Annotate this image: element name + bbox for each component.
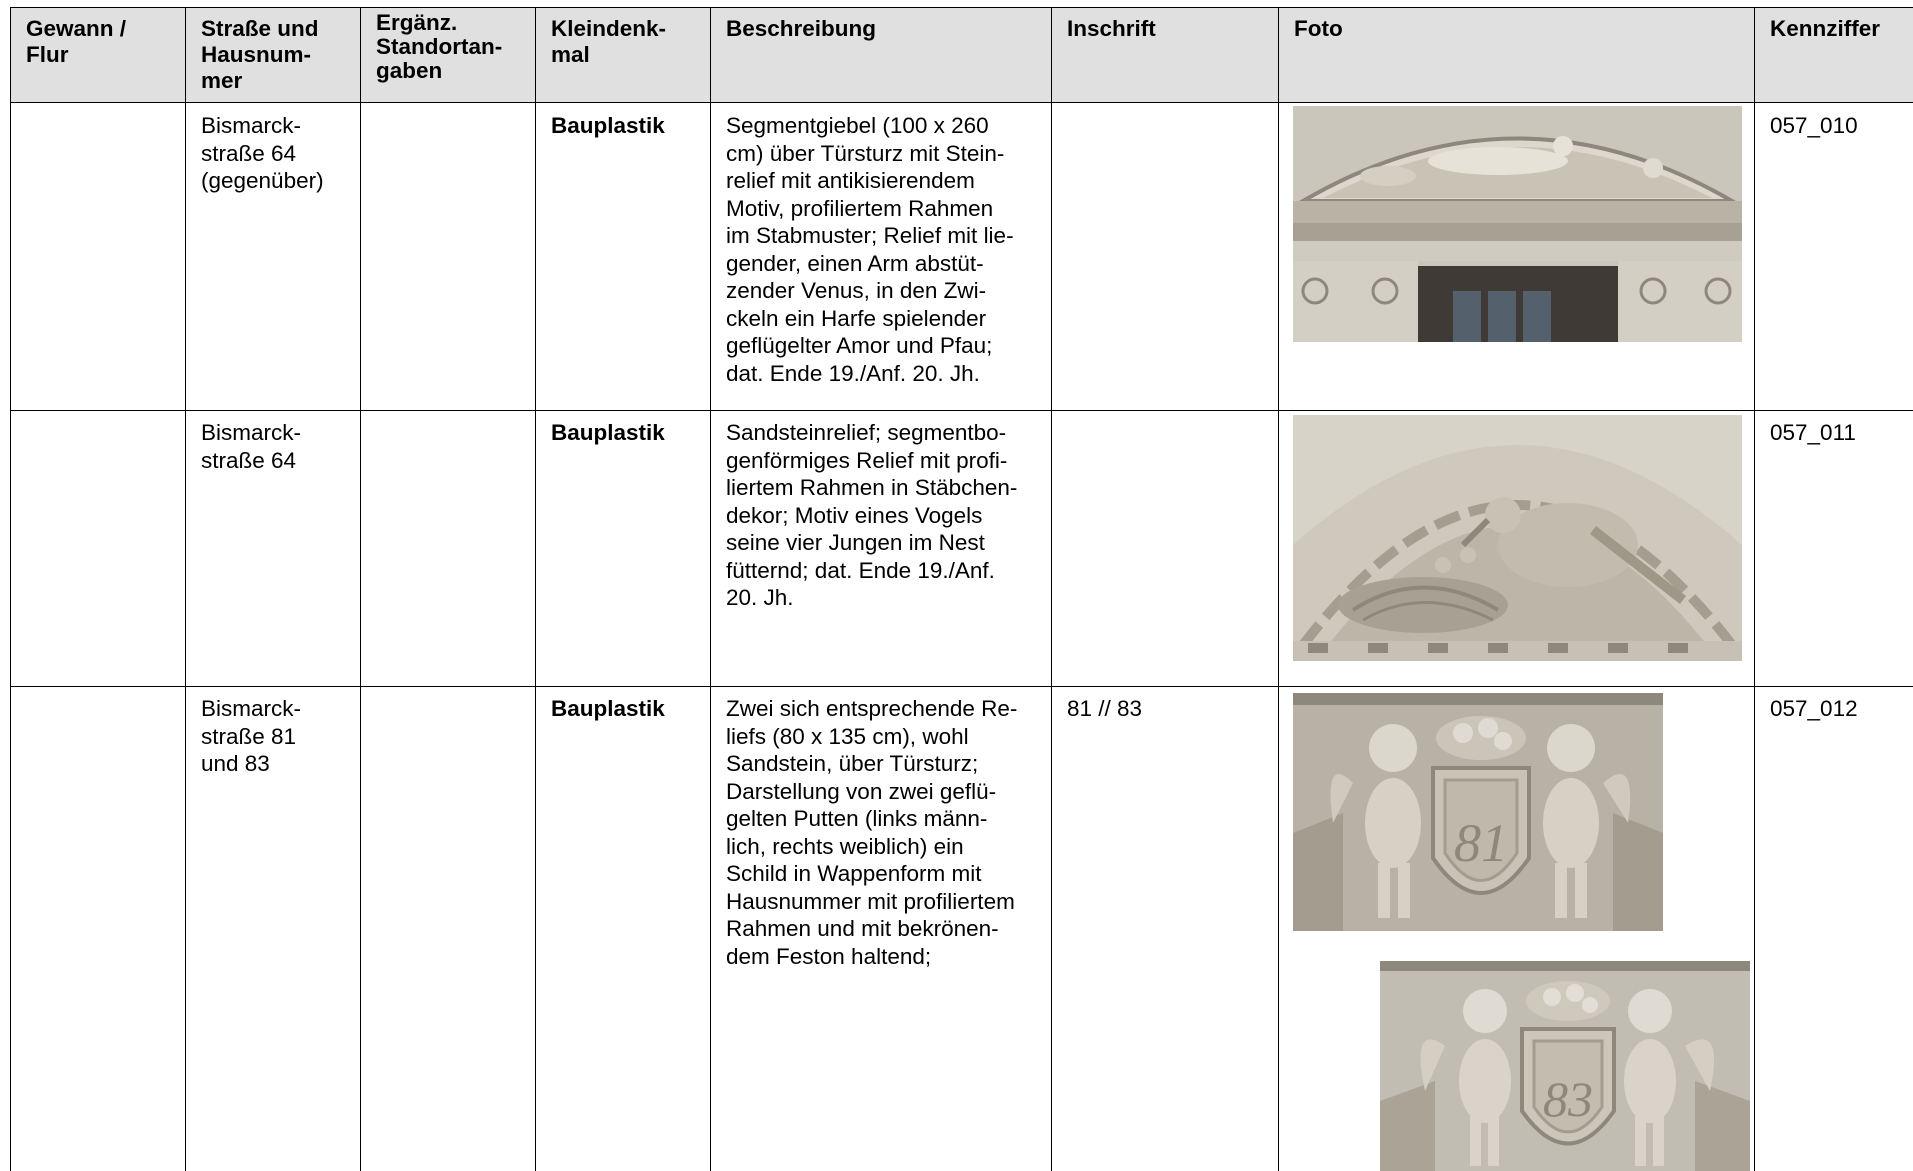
column-divider [535,8,536,1171]
cell-standort [361,687,535,695]
cell-kennziffer: 057_010 [1770,113,1858,138]
cell-gewann [11,104,185,112]
cell-kennziffer: 057_012 [1770,696,1858,721]
segmental-pediment-relief-photo [1293,106,1742,352]
shield-number-81: 81 [1454,813,1508,873]
cell-gewann [11,687,185,695]
column-divider [1278,8,1279,1171]
header-gewann: Gewann / Flur [26,16,127,67]
cell-gewann [11,411,185,419]
table-row [11,104,1913,411]
cell-beschreibung: Sandsteinrelief; segmentbo- genförmiges Relief mit profi- liertem Rahmen in Stäbchen- dekor; Motiv eines Vogels seine vier Jungen im Nest fütternd; dat. Ende 19./Anf. 20. Jh. [726,420,1018,610]
cell-standort [361,411,535,419]
header-kleindenkmal: Kleindenk- mal [551,16,667,67]
header-beschreibung: Beschreibung [726,16,877,41]
cell-beschreibung: Segmentgiebel (100 x 260 cm) über Türsturz mit Stein- relief mit antikisierendem Motiv, profiliertem Rahmen im Stabmuster; Relief mit lie- gender, einen Arm abstüt- zender Venus, in den Zwi- ckeln ein Harfe spielender geflügelter Amor und Pfau; dat. Ende 19./Anf. 20. Jh. [726,113,1014,386]
monument-table [10,7,1913,1171]
cell-kleindenkmal: Bauplastik [551,113,665,138]
cell-strasse: Bismarck- straße 81 und 83 [201,696,301,776]
cell-beschreibung: Zwei sich entsprechende Re- liefs (80 x 135 cm), wohl Sandstein, über Türsturz; Darstellung von zwei geflü- gelten Putten (links männ- lich, rechts weiblich) ein Schild in Wappenform mit Hausnummer mit profiliertem Rahmen und mit bekrönen- dem Feston haltend; [726,696,1018,969]
cell-inschrift: 81 // 83 [1067,696,1143,721]
cell-strasse: Bismarck- straße 64 (gegenüber) [201,113,324,193]
cell-strasse: Bismarck- straße 64 [201,420,301,473]
cell-kennziffer: 057_011 [1770,420,1856,445]
column-divider [360,8,361,1171]
putti-coat-of-arms-relief-photo [1293,693,1663,931]
table-row [11,687,1913,1171]
cell-standort [361,104,535,112]
column-divider [1051,8,1052,1171]
column-divider [1754,8,1755,1171]
header-standort: Ergänz. Standortan- gaben [376,10,503,83]
bird-nest-relief-photo [1293,415,1742,661]
table-header-row [11,8,1913,103]
cell-inschrift [1052,411,1278,419]
header-kennziffer: Kennziffer [1770,16,1881,41]
header-inschrift: Inschrift [1067,16,1156,41]
cell-kleindenkmal: Bauplastik [551,420,665,445]
header-strasse: Straße und Hausnum- mer [201,16,319,93]
putti-coat-of-arms-relief-photo [1380,961,1750,1171]
table-row [11,411,1913,687]
column-divider [710,8,711,1171]
cell-kleindenkmal: Bauplastik [551,696,665,721]
header-foto: Foto [1294,16,1343,41]
cell-inschrift [1052,104,1278,112]
shield-number-83: 83 [1543,1071,1593,1127]
column-divider [185,8,186,1171]
